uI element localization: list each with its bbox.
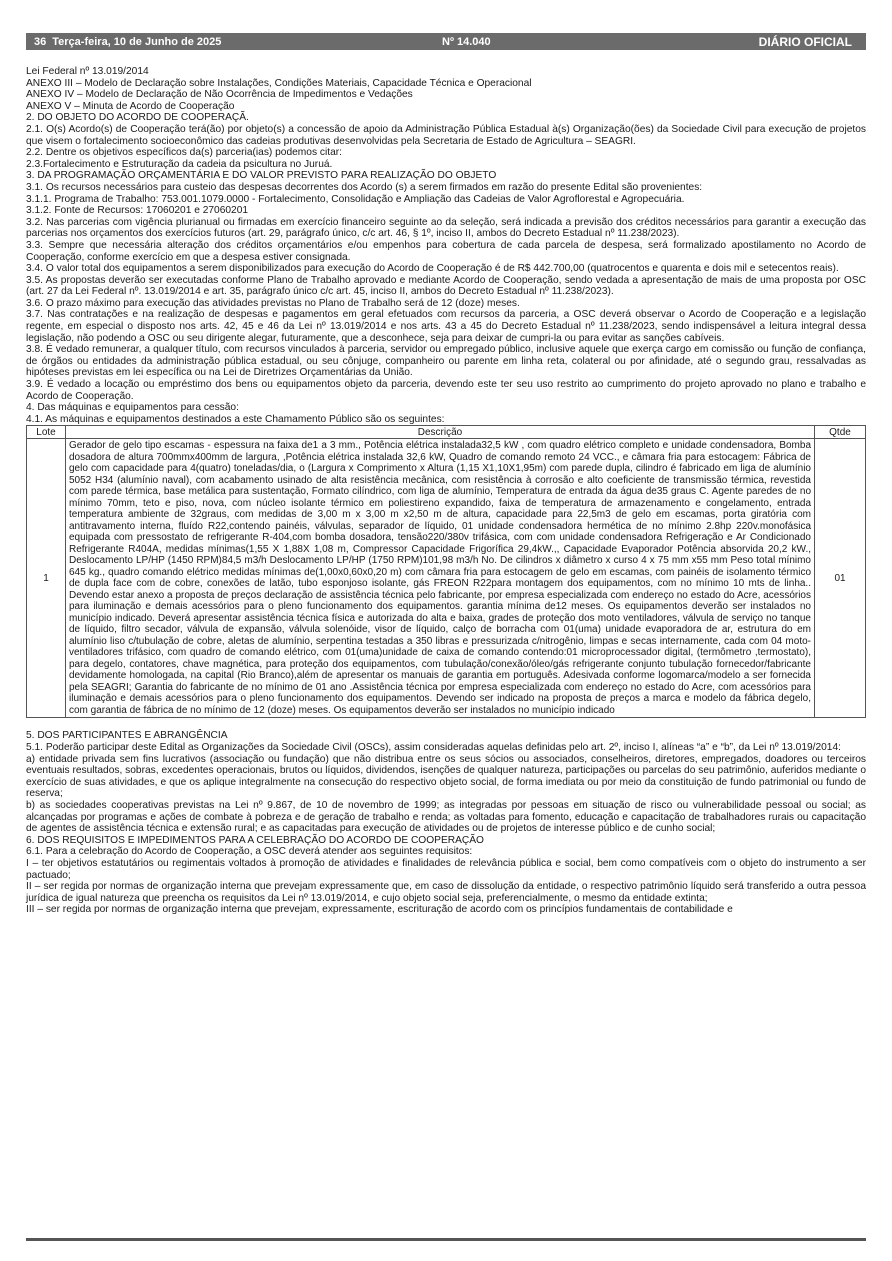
paragraph: ANEXO IV – Modelo de Declaração de Não Ocorrência de Impedimentos e Vedações [26,89,413,101]
equipment-table [26,425,866,718]
page-number: 36 [34,35,47,48]
paragraph: 5. DOS PARTICIPANTES E ABRANGÊNCIA [26,730,228,742]
paragraph: 5.1. Poderão participar deste Edital as Organizações da Sociedade Civil (OSCs), assim consideradas aquelas definidas pelo art. 2º, inciso I, alíneas “a” e “b”, da Lei nº 13.019/2014: [26,742,841,753]
paragraph: 3.4. O valor total dos equipamentos a serem disponibilizados para execução do Acordo de Cooperação é de R$ 442.700,00 (quatrocentos e quarenta e dois mil e setecentos reais). [26,263,839,275]
cell-lote: 1 [27,439,66,718]
paragraph: 3.8. É vedado remunerar, a qualquer título, com recursos vinculados à parceria, servidor ou empregado público, inclusive aquele que exerça cargo em comissão ou função de confiança, de órgãos ou entidades da administração pública estadual, ou seu cônjuge, companheiro ou parente em linha reta, colateral ou por afinidade, até o segundo grau, ressalvadas as hipóteses previstas em lei específica ou na Lei de Diretrizes Orçamentárias da União. [26,344,866,379]
paragraph: 3.9. É vedado a locação ou empréstimo dos bens ou equipamentos objeto da parceria, devendo este ter seu uso restrito ao cumprimento do projeto aprovado no plano e trabalho e Acordo de Cooperação. [26,379,866,402]
paragraph: 4.1. As máquinas e equipamentos destinados a este Chamamento Público são os seguintes: [26,413,445,425]
paragraph: III – ser regida por normas de organização interna que prevejam, expressamente, escrituração de acordo com os princípios fundamentais de contabilidade e [26,904,733,916]
paragraph: ANEXO V – Minuta de Acordo de Cooperação [26,100,235,112]
paragraph: Lei Federal nº 13.019/2014 [26,66,149,77]
paragraph: I – ter objetivos estatutários ou regimentais voltados à promoção de atividades e finalidades de relevância pública e social, bem como compatíveis com o objeto do instrumento a ser pactuado; [26,857,866,881]
paragraph: II – ser regida por normas de organização interna que prevejam expressamente que, em caso de dissolução da entidade, o respectivo patrimônio líquido será transferido a outra pessoa jurídica de igual natureza que preencha os requisitos da Lei nº 13.019/2014, e cujo objeto social seja, preferencialmente, o mesmo da entidade extinta; [26,881,866,904]
paragraph: 2. DO OBJETO DO ACORDO DE COOPERAÇÃ. [26,112,249,124]
issue-number: Nº 14.040 [442,35,491,48]
table-row [27,439,866,718]
bottom-section [26,730,866,916]
paragraph: 6. DOS REQUISITOS E IMPEDIMENTOS PARA A CELEBRAÇÃO DO ACORDO DE COOPERAÇÃO [26,834,484,846]
paragraph: 3.1. Os recursos necessários para custeio das despesas decorrentes dos Acordo (s) a serem firmados em razão do presente Edital são provenientes: [26,181,703,193]
paragraph: 2.3.Fortalecimento e Estruturação da cadeia da psicultura no Juruá. [26,158,333,170]
document-body [26,66,866,916]
page-header [26,33,866,50]
paragraph: 2.1. O(s) Acordo(s) de Cooperação terá(ão) por objeto(s) a concessão de apoio da Administração Pública Estadual à(s) Organização(ões) da Sociedade Civil para execução de projetos que visem o fortalecimento socioeconômico das cadeias produtivas desenvolvidas pela Secretaria de Estado de Agricultura – SEAGRI. [26,123,866,147]
paragraph: 3.2. Nas parcerias com vigência plurianual ou firmadas em exercício financeiro seguinte ao da seleção, será indicada a previsão dos créditos necessários para garantir a execução das parcerias nos orçamentos dos exercícios futuros (art. 29, parágrafo único, c/c art. 46, § 1º, inciso II, ambos do Decreto Estadual nº 11.238/2023). [26,216,866,240]
cell-qtde: 01 [815,439,866,718]
paragraph: b) as sociedades cooperativas previstas na Lei nº 9.867, de 10 de novembro de 1999; as integradas por pessoas em situação de risco ou vulnerabilidade pessoal ou social; as alcançadas por programas e ações de combate à pobreza e de geração de trabalho e renda; as voltadas para fomento, educação e capacitação de trabalhadores rurais ou capacitação de agentes de assistência técnica e extensão rural; e as capacitadas para execução de atividades ou de projetos de interesse público e de cunho social; [26,799,866,835]
col-header-lote: Lote [27,426,66,439]
col-header-descricao: Descrição [66,426,815,439]
top-section [26,66,866,425]
paragraph: 3. DA PROGRAMAÇÃO ORÇAMENTÁRIA E DO VALOR PREVISTO PARA REALIZAÇÃO DO OBJETO [26,170,497,182]
paragraph: 4. Das máquinas e equipamentos para cessão: [26,402,239,414]
paragraph: 3.5. As propostas deverão ser executadas conforme Plano de Trabalho aprovado e mediante Acordo de Cooperação, sendo vedada a apresentação de mais de uma proposta por OSC (art. 27 da Lei Federal nº. 13.019/2014 e art. 35, parágrafo único c/c art. 45, inciso II, ambos do Decreto Estadual nº 11.238/2023). [26,274,866,298]
paragraph: 3.7. Nas contratações e na realização de despesas e pagamentos em geral efetuados com recursos da parceria, a OSC deverá observar o Acordo de Cooperação e a legislação regente, em especial o disposto nos arts. 42, 45 e 46 da Lei nº 13.019/2014 e nos arts. 43 a 45 do Decreto Estadual nº 11.238/2023, sendo indispensável a leitura integral dessa legislação, não podendo a OSC ou seu dirigente alegar, futuramente, que a desconhece, seja para deixar de cumpri-la ou para evitar as sanções cabíveis. [26,309,866,344]
paragraph: 3.3. Sempre que necessária alteração dos créditos orçamentários e/ou empenhos para cobertura de cada parcela de despesa, será formalizado apostilamento no Acordo de Cooperação, conforme exercício em que a despesa estiver consignada. [26,239,866,263]
col-header-qtde: Qtde [815,426,866,439]
table-header-row [27,426,866,439]
issue-date: Terça-feira, 10 de Junho de 2025 [52,35,222,48]
publication-name: DIÁRIO OFICIAL [758,34,852,49]
paragraph: a) entidade privada sem fins lucrativos (associação ou fundação) que não distribua entre os seus sócios ou associados, conselheiros, diretores, empregados, doadores ou terceiros eventuais resultados, sobras, excedentes operacionais, brutos ou líquidos, dividendos, isenções de qualquer natureza, participações ou parcelas do seu patrimônio, auferidos mediante o exercício de suas atividades, e que os aplique integralmente na consecução do respectivo objeto social, de forma imediata ou por meio da constituição de fundo patrimonial ou fundo de reserva; [26,753,866,800]
paragraph: 3.1.1. Programa de Trabalho: 753.001.1079.0000 - Fortalecimento, Consolidação e Ampliação das Cadeias de Valor Agroflorestal e Agropecuária. [26,193,685,205]
paragraph: 3.1.2. Fonte de Recursos: 17060201 e 27060201 [26,205,249,217]
paragraph: 3.6. O prazo máximo para execução das atividades previstas no Plano de Trabalho será de 12 (doze) meses. [26,297,520,309]
cell-descricao: Gerador de gelo tipo escamas - espessura na faixa de1 a 3 mm., Potência elétrica instalada32,5 kW , com quadro elétrico completo e unidade condensadora, Bomba dosadora de altura 700mmx400mm de largura, ,Potência elétrica instalada 32,6 kW, Quadro de comando remoto 24 VCC., e câmara fria para estocagem: Fábrica de gelo com capacidade para 4(quatro) toneladas/dia, o (Largura x Comprimento x Altura (1,15 X1,10X1,95m) com parede dupla, cilindro é fabricado em liga de alumínio 5052 H34 (alumínio naval), com acabamento usinado de alta resistência mecânica, com resistência à corrosão e alto coeficiente de transmissão térmica, revestida com parede térmica, base metálica para sustentação, Formato cilíndrico, com liga de alumínio, Temperatura de entrada da água de35 graus C. Agente paredes de no mínimo 70mm, teto e piso, nova, com núcleo isolante térmico em poliestireno expandido, faixa de temperatura de armazenamento e congelamento, entrada temperatura ambiente de 32graus, com medidas de 3,00 m x 3,00 m x2,50 m de altura, capacidade para 22,5m3 de gelo em escamas, porta giratória com antitravamento interna, fluído R22,contendo painéis, válvulas, separador de líquido, 01 unidade condensadora hermética de no mínimo 2.8hp 220v.monofásica equipada com pressostato de refrigerante R-404,com bomba dosadora, tensão220/380v trifásica, com com unidade condensadora Refrigeração e Ar Condicionado Refrigerante R404A, medidas mínimas(1,55 X 1,88X 1,08 m, Compressor Capacidade Frigorífica 29,4kW.,, Capacidade Evaporador Potência absorvida 20,2 kW., Deslocamento LP/HP (1450 RPM)84,5 m3/h Deslocamento LP/HP (1750 RPM)101,98 m3/h No. De cilindros x diâmetro x curso 4 x 75 mm x55 mm Peso total mínimo 645 kg., quadro comando elétrico medidas mínimas de(1,00x0,60x0,20 m) com câmara fria para estocagem de gelo em escamas, com painéis de isolamento térmico de dupla face com de cobre, conexões de latão, tubo esponjoso isolante, gás FREON R22para montagem dos equipamentos, com no mínimo 10 mts de linha.. Devendo estar anexo a proposta de preços declaração de assistência técnica pelo fabricante, por empresa especializada com endereço no estado do Acre, acessórios para iluminação e demais acessórios para o pleno funcionamento dos equipamentos. garantia mínima de12 meses. Os equipamentos deverão ser instalados no município indicado. Deverá apresentar assistência técnica física e autorizada do alta e baixa, grades de proteção dos moto ventiladores, válvula de serviço no tanque de líquido, filtro secador, válvula de expansão, válvula solenóide, visor de líquido, calço de borracha com 01(uma) unidade evaporadora de ar, estrutura do em alumínio liso c/tubulação de cobre, aletas de alumínio, serpentina testadas a 350 libras e pressurizada c/nitrogênio, limpas e secas internamente, cada com 04 moto-ventiladores trifásico, com quadro de comando elétrico, com 01(uma)unidade de caixa de comando contendo:01 microprocessador digital, (termômetro ,termostato), para degelo, contatores, chave magnética, para proteção dos equipamentos, com tubulação/conexão/óleo/gás refrigerante conjunto tubulação fornecedor/fabricante devidamente homologada, na capital (Rio Branco),além de apresentar os manuais de garantia em português. Adesivada conforme logomarca/modelo a ser fornecida pela SEAGRI; Garantia do fabricante de no mínimo de 01 ano .Assistência técnica por empresa especializada com endereço no estado do Acre, com acessórios para iluminação e demais acessórios para o pleno funcionamento dos equipamentos. Devendo ser indicado na proposta de preços a marca e modelo da fábrica degelo, com garantia de fábrica de no mínimo de 12 (doze) meses. Os equipamentos deverão ser instalados no município indicado [66,439,815,718]
footer-rule [26,1238,866,1241]
paragraph: ANEXO III – Modelo de Declaração sobre Instalações, Condições Materiais, Capacidade Técnica e Operacional [26,77,532,89]
paragraph: 2.2. Dentre os objetivos específicos da(s) parceria(ias) podemos citar: [26,147,342,159]
paragraph: 6.1. Para a celebração do Acordo de Cooperação, a OSC deverá atender aos seguintes requisitos: [26,846,473,858]
